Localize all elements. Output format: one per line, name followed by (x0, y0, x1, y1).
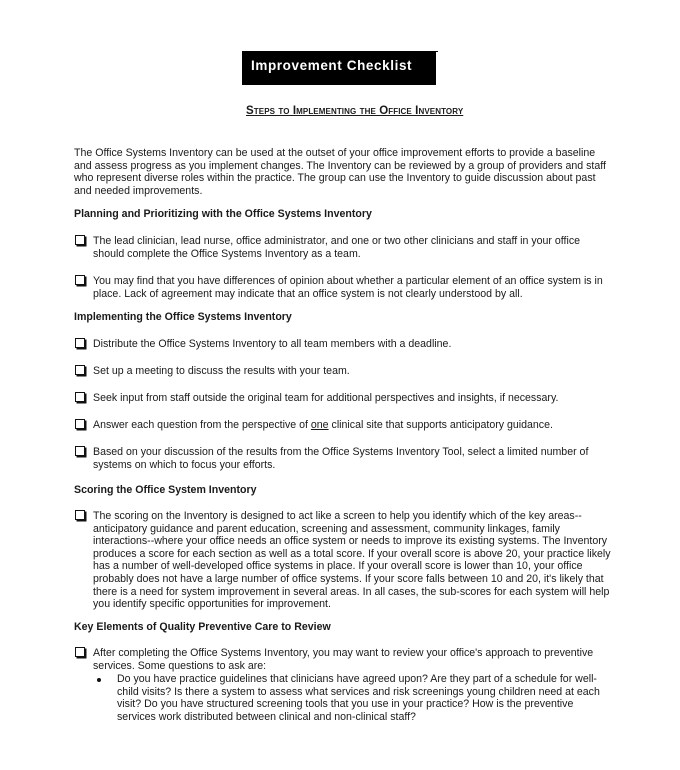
checkbox-icon[interactable] (75, 419, 85, 429)
checkbox-icon[interactable] (75, 510, 85, 520)
text-segment: clinical site that supports anticipatory guidance. (328, 419, 553, 431)
checklist-item-text: The lead clinician, lead nurse, office administrator, and one or two other clinicians and staff in your office should complete the Office Systems Inventory as a team. (93, 235, 581, 260)
text-segment: Answer each question from the perspective of (93, 419, 311, 431)
checklist-item-text: Set up a meeting to discuss the results with your team. (93, 365, 350, 377)
section-heading-planning: Planning and Prioritizing with the Office Systems Inventory (74, 208, 372, 220)
checkbox-icon[interactable] (75, 275, 85, 285)
section-heading-scoring: Scoring the Office System Inventory (74, 484, 257, 496)
checkbox-icon[interactable] (75, 365, 85, 375)
section-heading-implementing: Implementing the Office Systems Inventory (74, 311, 292, 323)
intro-paragraph: The Office Systems Inventory can be used at the outset of your office improvement efforts to provide a baseline and assess progress as you implement changes. The Inventory can be reviewed by a group of providers and staff who represent diverse roles within the practice. The group can use the Inventory to guide discussion about past and needed improvements. (74, 147, 606, 197)
section-heading-key-elements: Key Elements of Quality Preventive Care to Review (74, 621, 331, 633)
bullet-text: Do you have practice guidelines that clinicians have agreed upon? Are they part of a schedule for well-child visits? Is there a system to assess what services and risk screenings young children need at each visit? Do you have structured screening tools that you use in your practice? How is the preventive services work distributed between clinical and non-clinical staff? (117, 673, 600, 723)
checkbox-icon[interactable] (75, 338, 85, 348)
title-banner-tick (434, 51, 438, 52)
checkbox-icon[interactable] (75, 392, 85, 402)
checklist-item-text: Seek input from staff outside the original team for additional perspectives and insights, if necessary. (93, 392, 559, 404)
checklist-item-text: Distribute the Office Systems Inventory to all team members with a deadline. (93, 338, 452, 350)
checklist-item-text: Based on your discussion of the results from the Office Systems Inventory Tool, select a limited number of systems on which to focus your efforts. (93, 446, 589, 471)
checklist-item-text (93, 419, 613, 432)
checklist-item-text: The scoring on the Inventory is designed to act like a screen to help you identify which of the key areas--anticipatory guidance and parent education, screening and assessment, community linkages, family interactions--where your office needs an office system or needs to improve its existing systems. The Inventory produces a score for each section as well as a total score. If your overall score is above 20, your practice likely has a number of well-developed office systems in place. If your overall score is lower than 10, your office probably does not have a large number of office systems. If your score falls between 10 and 20, it's likely that there is a need for system improvement in several areas. In all cases, the sub-scores for each system will help you identify specific opportunities for improvement. (93, 510, 611, 611)
document-title: Improvement Checklist (251, 58, 413, 73)
checkbox-icon[interactable] (75, 235, 85, 245)
document-subtitle: Steps to Implementing the Office Inventory (246, 105, 464, 117)
bullet-icon (97, 678, 101, 682)
checkbox-icon[interactable] (75, 647, 85, 657)
checkbox-icon[interactable] (75, 446, 85, 456)
checklist-item-text: You may find that you have differences of opinion about whether a particular element of an office system is in place. Lack of agreement may indicate that an office system is not clearly understood by all. (93, 275, 603, 300)
title-banner (242, 51, 436, 85)
emphasized-word: one (310, 419, 329, 431)
checklist-item-text: After completing the Office Systems Inventory, you may want to review your office's approach to preventive services. Some questions to ask are: (93, 647, 594, 672)
